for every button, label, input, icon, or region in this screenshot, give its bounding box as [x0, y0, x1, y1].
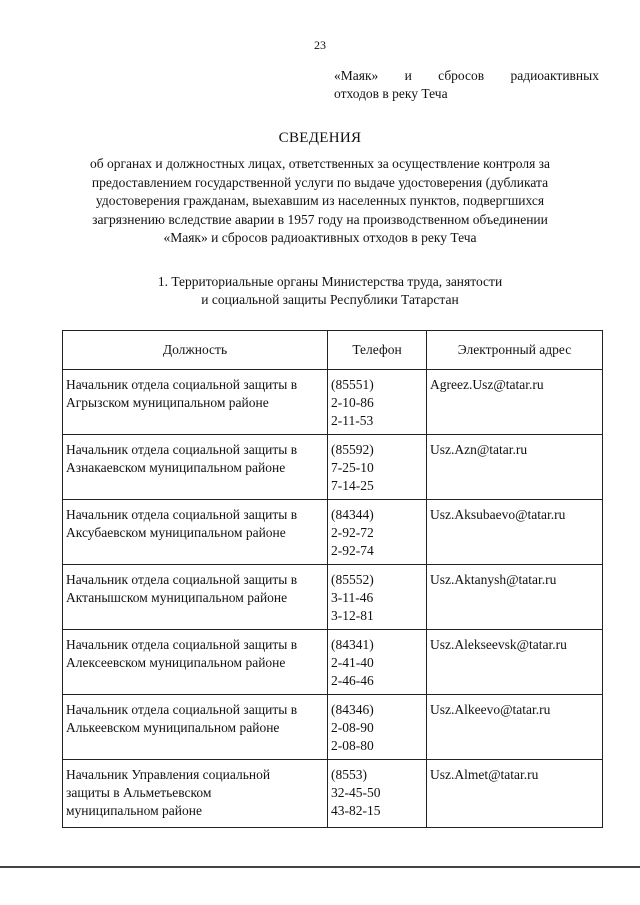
phone-number: 3-12-81 — [331, 608, 374, 623]
position-text: Актанышском муниципальном районе — [66, 590, 288, 605]
subtitle-line: предоставлением государственной услуги по выдаче удостоверения (дубликата — [91, 174, 549, 190]
email-address: Usz.Aktanysh@tatar.ru — [430, 572, 557, 587]
position-text: защиты в Альметьевском — [66, 785, 212, 800]
phone-cell — [328, 695, 427, 760]
header-word: сбросов — [438, 68, 485, 83]
phone-cell — [328, 435, 427, 500]
email-cell — [427, 370, 603, 435]
phone-number: 7-14-25 — [331, 478, 374, 493]
phone-number: 2-08-80 — [331, 738, 374, 753]
position-text: Алькеевском муниципальном районе — [66, 720, 280, 735]
phone-number: 2-41-40 — [331, 655, 374, 670]
table-row — [63, 695, 603, 760]
bottom-edge-rule — [0, 866, 640, 868]
phone-cell — [328, 630, 427, 695]
position-text: Начальник отдела социальной защиты в — [66, 572, 298, 587]
table-row — [63, 370, 603, 435]
header-word: и — [404, 68, 412, 83]
position-text: Алексеевском муниципальном районе — [66, 655, 286, 670]
table-row — [63, 760, 603, 828]
phone-cell — [328, 370, 427, 435]
header-line-2: отходов в реку Теча — [334, 86, 448, 101]
email-address: Usz.Alkeevo@tatar.ru — [430, 702, 551, 717]
phone-code: (85592) — [331, 442, 374, 457]
email-address: Agreez.Usz@tatar.ru — [430, 377, 544, 392]
phone-code: (84341) — [331, 637, 374, 652]
position-text: Азнакаевском муниципальном районе — [66, 460, 286, 475]
position-cell — [63, 370, 328, 435]
phone-code: (84346) — [331, 702, 374, 717]
phone-number: 32-45-50 — [331, 785, 381, 800]
header-word: радиоактивных — [510, 68, 599, 83]
phone-code: (84344) — [331, 507, 374, 522]
phone-cell — [328, 500, 427, 565]
phone-code: (85551) — [331, 377, 374, 392]
position-text: Начальник отдела социальной защиты в — [66, 377, 298, 392]
column-header-position: Должность — [63, 331, 328, 370]
page-number: 23 — [314, 38, 326, 52]
position-cell — [63, 500, 328, 565]
phone-number: 7-25-10 — [331, 460, 374, 475]
section-title-line-1: Территориальные органы Министерства труда, занятости — [171, 274, 503, 289]
phone-number: 2-10-86 — [331, 395, 374, 410]
document-subtitle — [50, 155, 590, 248]
column-header-phone: Телефон — [328, 331, 427, 370]
phone-number: 43-82-15 — [331, 803, 381, 818]
header-continuation — [334, 67, 599, 103]
section-number: 1. — [157, 274, 168, 289]
position-text: муниципальном районе — [66, 803, 202, 818]
position-cell — [63, 760, 328, 828]
section-heading — [90, 273, 570, 309]
table-row — [63, 435, 603, 500]
email-cell — [427, 630, 603, 695]
phone-cell — [328, 760, 427, 828]
subtitle-line: загрязнению вследствие аварии в 1957 году на производственном объединении — [92, 211, 548, 227]
position-cell — [63, 565, 328, 630]
subtitle-line: «Маяк» и сбросов радиоактивных отходов в реку Теча — [163, 230, 477, 245]
phone-number: 2-11-53 — [331, 413, 374, 428]
table-row — [63, 500, 603, 565]
position-text: Начальник отдела социальной защиты в — [66, 442, 298, 457]
position-text: Аксубаевском муниципальном районе — [66, 525, 286, 540]
table-header-row — [63, 331, 603, 370]
position-text: Агрызском муниципальном районе — [66, 395, 269, 410]
email-address: Usz.Aksubaevo@tatar.ru — [430, 507, 566, 522]
phone-number: 2-08-90 — [331, 720, 374, 735]
email-cell — [427, 760, 603, 828]
phone-number: 3-11-46 — [331, 590, 374, 605]
position-cell — [63, 695, 328, 760]
email-cell — [427, 500, 603, 565]
position-text: Начальник Управления социальной — [66, 767, 271, 782]
position-cell — [63, 435, 328, 500]
phone-cell — [328, 565, 427, 630]
header-line-1 — [334, 67, 599, 85]
section-title-line-2: и социальной защиты Республики Татарстан — [201, 292, 459, 307]
agencies-table — [62, 330, 603, 828]
email-address: Usz.Almet@tatar.ru — [430, 767, 539, 782]
position-text: Начальник отдела социальной защиты в — [66, 507, 298, 522]
email-cell — [427, 435, 603, 500]
phone-number: 2-92-72 — [331, 525, 374, 540]
table-row — [63, 565, 603, 630]
subtitle-line: удостоверения гражданам, выехавшим из населенных пунктов, подвергшихся — [95, 193, 545, 208]
phone-number: 2-46-46 — [331, 673, 374, 688]
column-header-email: Электронный адрес — [427, 331, 603, 370]
phone-number: 2-92-74 — [331, 543, 374, 558]
document-title: СВЕДЕНИЯ — [278, 130, 362, 146]
subtitle-line: об органах и должностных лицах, ответственных за осуществление контроля за — [89, 156, 550, 171]
position-cell — [63, 630, 328, 695]
email-cell — [427, 695, 603, 760]
email-address: Usz.Alekseevsk@tatar.ru — [430, 637, 567, 652]
phone-code: (8553) — [331, 767, 367, 782]
header-word: «Маяк» — [334, 68, 379, 83]
table-row — [63, 630, 603, 695]
phone-code: (85552) — [331, 572, 374, 587]
position-text: Начальник отдела социальной защиты в — [66, 702, 298, 717]
position-text: Начальник отдела социальной защиты в — [66, 637, 298, 652]
email-address: Usz.Azn@tatar.ru — [430, 442, 528, 457]
email-cell — [427, 565, 603, 630]
